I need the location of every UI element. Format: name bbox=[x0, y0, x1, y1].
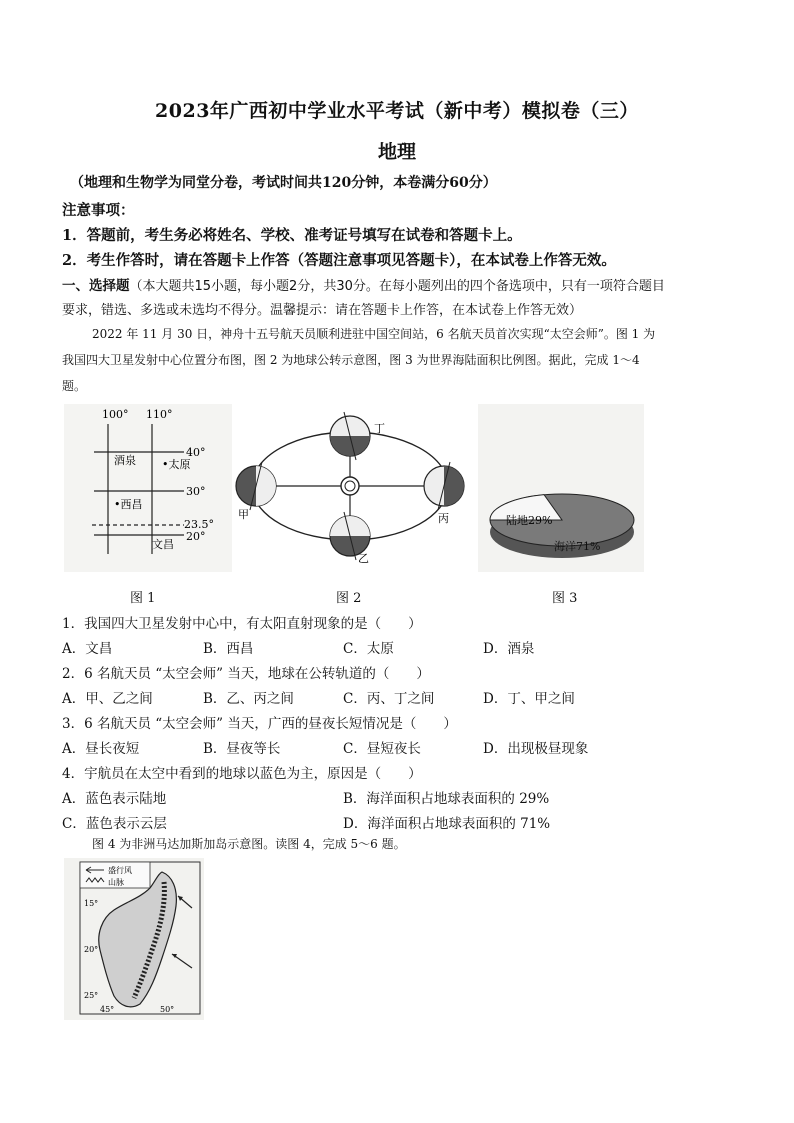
place-xichang: •西昌 bbox=[114, 498, 143, 511]
q1-option-d[interactable]: D．酒泉 bbox=[483, 641, 535, 657]
q3-option-b[interactable]: B．昼夜等长 bbox=[203, 741, 281, 757]
pie-label-ocean: 海洋71% bbox=[554, 540, 601, 553]
q4-option-d[interactable]: D．海洋面积占地球表面积的 71% bbox=[343, 816, 551, 832]
lat-label-23-5: 23.5° bbox=[184, 518, 214, 531]
orbit-label-yi: 乙 bbox=[358, 552, 369, 565]
lat-label-40: 40° bbox=[186, 446, 206, 459]
exam-title: 2023年广西初中学业水平考试（新中考）模拟卷（三） bbox=[155, 100, 639, 122]
lon-50: 50° bbox=[160, 1005, 175, 1014]
orbit-label-ding: 丁 bbox=[374, 422, 385, 435]
lat-15: 15° bbox=[84, 899, 99, 908]
place-wenchang: 文昌 bbox=[152, 538, 174, 551]
sun-icon bbox=[341, 477, 359, 495]
section1-line1 bbox=[62, 274, 665, 294]
intro1-line2: 我国四大卫星发射中心位置分布图，图 2 为地球公转示意图，图 3 为世界海陆面积比例图。据此，完成 1～4 bbox=[62, 353, 640, 367]
pie-label-land: 陆地29% bbox=[506, 514, 553, 527]
lon-label-110: 110° bbox=[146, 408, 173, 421]
figure-2-revolution bbox=[232, 404, 474, 572]
q3-option-a[interactable]: A．昼长夜短 bbox=[62, 741, 140, 757]
map-legend bbox=[80, 862, 150, 888]
figure-4-madagascar-map bbox=[64, 858, 204, 1020]
q4-option-b[interactable]: B．海洋面积占地球表面积的 29% bbox=[343, 791, 550, 807]
section1-desc1: （本大题共15小题，每小题2分，共30分。在每小题列出的四个备选项中，只有一项符合题目 bbox=[129, 279, 665, 294]
q2-option-d[interactable]: D．丁、甲之间 bbox=[483, 691, 575, 707]
lon-45: 45° bbox=[100, 1005, 115, 1014]
q4-option-a[interactable]: A．蓝色表示陆地 bbox=[62, 791, 167, 807]
q2-option-b[interactable]: B．乙、丙之间 bbox=[203, 691, 294, 707]
legend-wind: 盛行风 bbox=[108, 866, 132, 875]
lat-20: 20° bbox=[84, 945, 99, 954]
subject-title: 地理 bbox=[377, 141, 416, 163]
q4-option-c[interactable]: C．蓝色表示云层 bbox=[62, 816, 167, 832]
lat-25: 25° bbox=[84, 991, 99, 1000]
intro1-line3: 题。 bbox=[62, 379, 87, 393]
q2-option-c[interactable]: C．丙、丁之间 bbox=[343, 691, 435, 707]
orbit-label-bing: 丙 bbox=[438, 512, 449, 525]
earth-globe-right bbox=[424, 462, 464, 510]
place-taiyuan: •太原 bbox=[162, 458, 191, 471]
earth-globe-top bbox=[330, 412, 370, 460]
orbit-label-jia: 甲 bbox=[238, 508, 249, 521]
fig1-caption: 图 1 bbox=[130, 591, 156, 606]
earth-globe-left bbox=[236, 462, 276, 510]
notice-heading: 注意事项： bbox=[62, 202, 135, 219]
q3-option-d[interactable]: D．出现极昼现象 bbox=[483, 741, 589, 757]
q1-option-b[interactable]: B．西昌 bbox=[203, 641, 254, 657]
q1-option-c[interactable]: C．太原 bbox=[343, 641, 394, 657]
question-2-stem: 2．6 名航天员 “太空会师” 当天，地球在公转轨道的（ ） bbox=[62, 666, 430, 682]
q3-option-c[interactable]: C．昼短夜长 bbox=[343, 741, 421, 757]
lat-label-20: 20° bbox=[186, 530, 206, 543]
exam-note: （地理和生物学为同堂分卷，考试时间共120分钟，本卷满分60分） bbox=[70, 175, 497, 191]
lon-label-100: 100° bbox=[102, 408, 129, 421]
notice-item-2: 2．考生作答时，请在答题卡上作答（答题注意事项见答题卡），在本试卷上作答无效。 bbox=[62, 252, 616, 269]
section1-label: 一、选择题 bbox=[62, 278, 130, 294]
question-1-stem: 1．我国四大卫星发射中心中，有太阳直射现象的是（ ） bbox=[62, 616, 422, 632]
lat-label-30: 30° bbox=[186, 485, 206, 498]
section1-desc2: 要求，错选、多选或未选均不得分。温馨提示：请在答题卡上作答，在本试卷上作答无效） bbox=[62, 303, 583, 318]
intro1-line1: 2022 年 11 月 30 日，神舟十五号航天员顺利进驻中国空间站，6 名航天员首次实现“太空会师”。图 1 为 bbox=[92, 327, 656, 341]
q2-option-a[interactable]: A．甲、乙之间 bbox=[62, 691, 153, 707]
q1-option-a[interactable]: A．文昌 bbox=[62, 641, 113, 657]
place-jiuquan: 酒泉 bbox=[114, 454, 136, 467]
question-3-stem: 3．6 名航天员 “太空会师” 当天，广西的昼夜长短情况是（ ） bbox=[62, 716, 457, 732]
notice-item-1: 1．答题前，考生务必将姓名、学校、准考证号填写在试卷和答题卡上。 bbox=[62, 227, 522, 244]
figure-1-map bbox=[64, 404, 232, 572]
legend-mountain: 山脉 bbox=[108, 878, 124, 887]
intro2: 图 4 为非洲马达加斯加岛示意图。读图 4，完成 5～6 题。 bbox=[92, 837, 406, 851]
fig2-caption: 图 2 bbox=[336, 591, 362, 606]
fig3-caption: 图 3 bbox=[552, 591, 578, 606]
figure-3-pie bbox=[478, 404, 644, 572]
question-4-stem: 4．宇航员在太空中看到的地球以蓝色为主，原因是（ ） bbox=[62, 766, 422, 782]
